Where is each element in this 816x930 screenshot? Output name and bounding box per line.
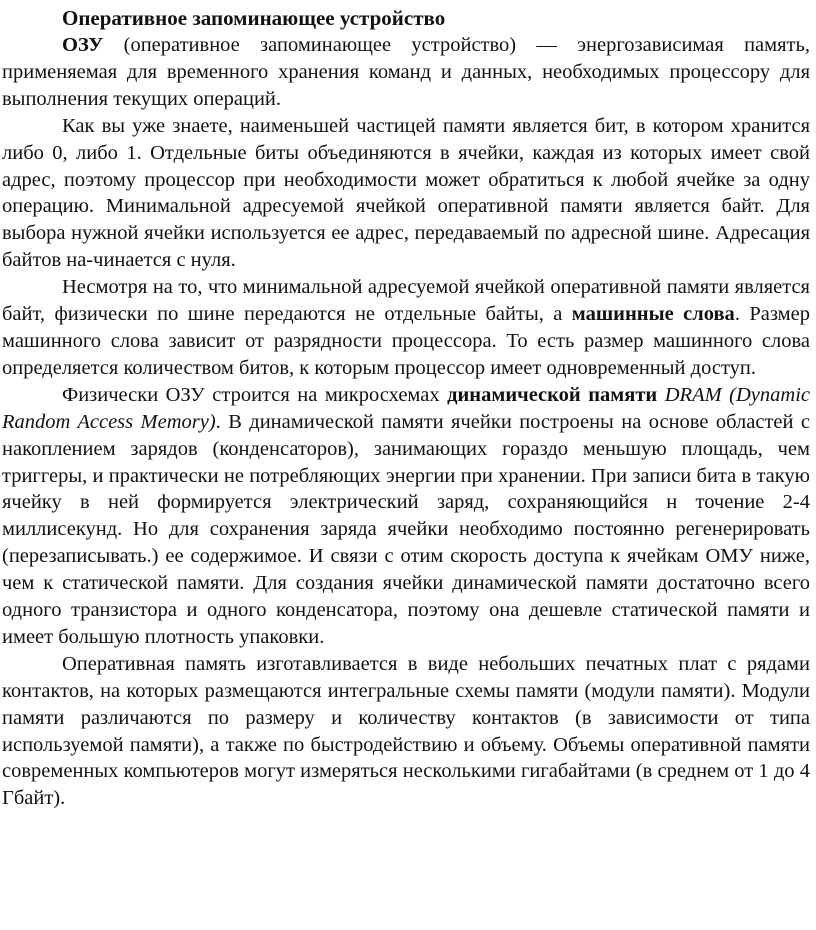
paragraph-dram [2,382,810,651]
paragraph-dram-before: Физически ОЗУ строится на микросхемах [62,383,448,406]
paragraph-dram-space [657,384,665,406]
paragraph-ram-definition-text: (оперативное запоминающее устройство) — энергозависимая память, применяемая для временного хранения команд и данных, необходимых процессору для выполнения текущих операций. [2,34,810,110]
term-ozu: ОЗУ [62,34,104,56]
section-heading: Оперативное запоминающее устройство [62,6,446,30]
paragraph-machine-words [2,274,810,382]
paragraph-memory-modules: Оперативная память изготавливается в виде небольших печатных плат с рядами контактов, на которых размещаются интегральные схемы памяти (модули памяти). Модули памяти различаются по размеру и количеству контактов (в зависимости от типа используемой памяти), а также по быстродействию и объему. Объемы оперативной памяти современных компьютеров могут измеряться несколькими гигабайтами (в среднем от 1 до 4 Гбайт). [2,652,810,810]
paragraph-ram-definition [2,32,810,113]
term-dram-expansion: DRAM (Dynamic Random Access Memory) [2,383,811,433]
term-dynamic-memory: динамической памяти [447,383,658,406]
paragraph-machine-words-after: . Размер машинного слова зависит от разрядности процессора. То есть размер машинного слова определяется количеством битов, к которым процессор имеет одновременный доступ. [2,303,810,379]
paragraph-machine-words-before: Несмотря на то, что минимальной адресуемой ячейкой оперативной памяти является байт, физически по шине передаются не отдельные байты, а [2,276,810,326]
paragraph-dram-after: . В динамической памяти ячейки построены на основе областей с накоплением зарядов (конденсаторов), занимающих гораздо меньшую площадь, чем триггеры, и практически не потребляющих энергии при хранении. При записи бита в такую ячейку в ней формируется электрический заряд, сохраняющийся н точение 2-4 миллисекунд. Но для сохранения заряда ячейки необходимо постоянно регенерировать (перезаписывать.) ее содержимое. И связи с отим скорость доступа к ячейкам ОМУ ниже, чем к статической памяти. Для создания ячейки динамической памяти достаточно всего одного транзистора и одного конденсатора, поэтому она дешевле статической памяти и имеет большую плотность упаковки. [2,410,810,648]
term-machine-words: машинные слова [571,303,735,326]
paragraph-memory-cells: Как вы уже знаете, наименьшей частицей памяти является бит, в котором хранится либо 0, либо 1. Отдельные биты объединяются в ячейки, каждая из которых имеет свой адрес, поэтому процессор при необходимости может обратиться к любой ячейке за одну операцию. Минимальной адресуемой ячейкой оперативной памяти является байт. Для выбора нужной ячейки используется ее адрес, передаваемый по адресной шине. Адресация байтов на-чинается с нуля. [2,114,810,272]
